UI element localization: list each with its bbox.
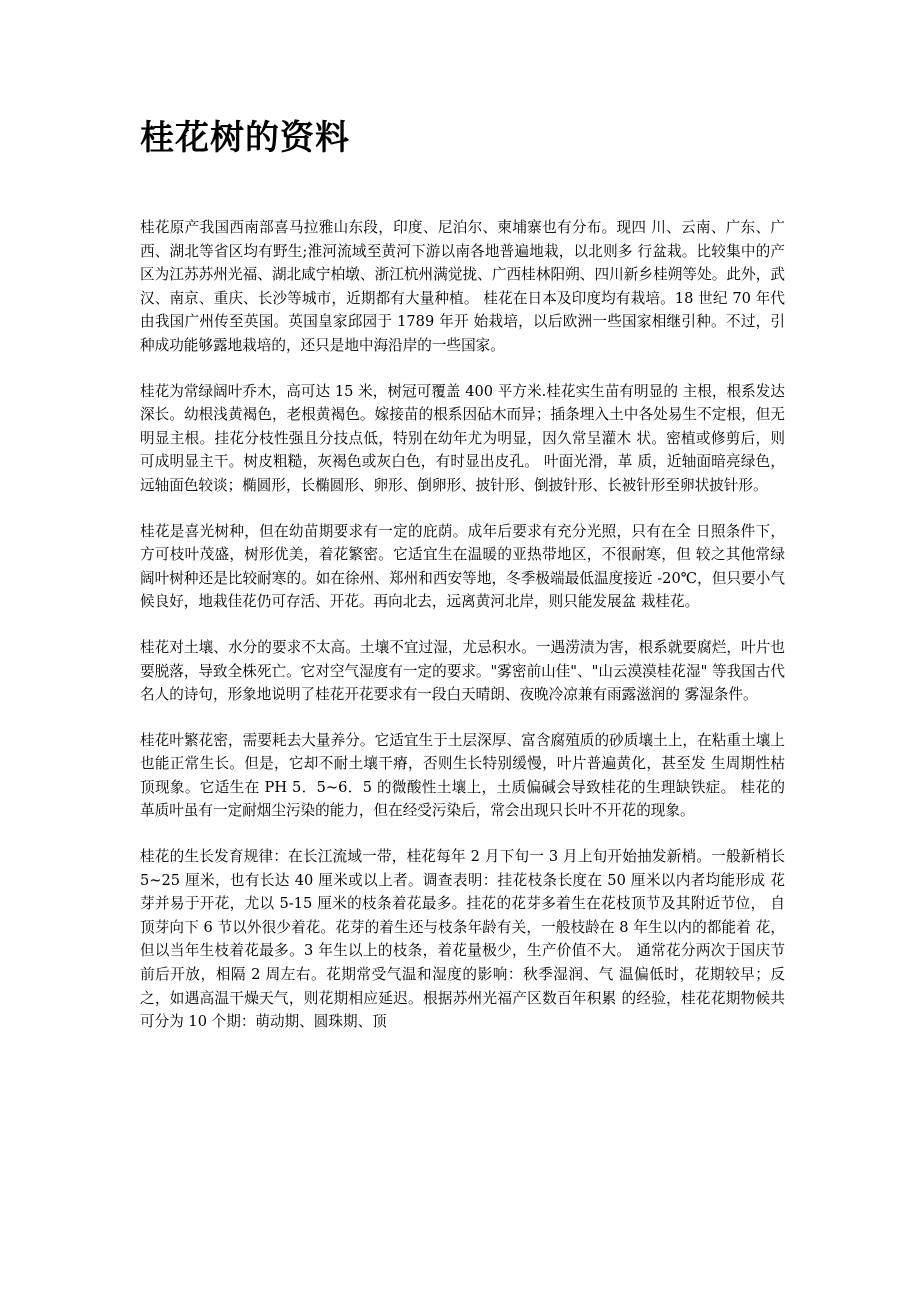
paragraph-growth-pattern: 桂花的生长发育规律：在长江流域一带，桂花每年 2 月下旬一 3 月上旬开始抽发新梢。一般新梢长 5~25 厘米，也有长达 40 厘米或以上者。调查表明：挂花枝条长度在 50 厘米以内者均能形成 花芽并易于开花，尤以 5-15 厘米的枝条着花最多。挂花的花芽多着生在花枝顶节及其附近节位， 自顶芽向下 6 节以外很少着花。花芽的着生还与枝条年龄有关，一般枝龄在 8 年生以内的都能着 花，但以当年生枝着花最多。3 年生以上的枝条，着花量极少，生产价值不大。 通常花分两次于国庆节前后开放，相隔 2 周左右。花期常受气温和湿度的影响：秋季湿润、气 温偏低时，花期较早；反之，如遇高温干燥天气，则花期相应延迟。根据苏州光福产区数百年积累 的经验，桂花花期物候共可分为 10 个期：萌动期、圆珠期、顶 (140, 848, 785, 1031)
paragraph-soil-water: 桂花对土壤、水分的要求不太高。土壤不宜过湿，尤忌积水。一遇涝渍为害，根系就要腐烂，叶片也要脱落，导致全株死亡。它对空气湿度有一定的要求。"雾密前山佳"、"山云漠漠桂花湿" 等我国古代名人的诗句，形象地说明了桂花开花要求有一段白天晴朗、夜晚冷凉兼有雨露滋润的 雾湿条件。 (140, 638, 785, 704)
paragraph-nutrients: 桂花叶繁花密，需要耗去大量养分。它适宜生于土层深厚、富含腐殖质的砂质壤土上，在粘重土壤上也能正常生长。但是，它却不耐土壤干瘠，否则生长特别缓慢，叶片普遍黄化，甚至发 生周期性枯顶现象。它适生在 PH 5．5~6．5 的微酸性土壤上，土质偏碱会导致桂花的生理缺铁症。 桂花的革质叶虽有一定耐烟尘污染的能力，但在经受污染后，常会出现只长叶不开花的现象。 (140, 731, 785, 820)
page-title: 桂花树的资料 (140, 118, 350, 158)
paragraph-light-temperature: 桂花是喜光树种，但在幼苗期要求有一定的庇荫。成年后要求有充分光照，只有在全 日照条件下，方可枝叶茂盛，树形优美，着花繁密。它适宜生在温暖的亚热带地区，不很耐寒，但 较之其他常绿阔叶树种还是比较耐寒的。如在徐州、郑州和西安等地，冬季极端最低温度接近 -20℃，但只要小气候良好，地栽佳花仍可存活、开花。再向北去，远离黄河北岸，则只能发展盆 栽桂花。 (140, 522, 785, 611)
paragraph-morphology: 桂花为常绿阔叶乔木，高可达 15 米，树冠可覆盖 400 平方米.桂花实生苗有明显的 主根，根系发达深长。幼根浅黄褐色，老根黄褐色。嫁接苗的根系因砧木而异；插条埋入土中各处易生不定根，但无明显主根。挂花分枝性强且分技点低，特别在幼年尤为明显，因久常呈灌木 状。密植或修剪后，则可成明显主干。树皮粗糙，灰褐色或灰白色，有时显出皮孔。 叶面光滑，革 质，近轴面暗亮绿色，远轴面色较谈；椭圆形，长椭圆形、卵形、倒卵形、披针形、倒披针形、长被针形至卵状披针形。 (140, 382, 785, 494)
paragraph-origin: 桂花原产我国西南部喜马拉雅山东段，印度、尼泊尔、柬埔寨也有分布。现四 川、云南、广东、广西、湖北等省区均有野生;淮河流域至黄河下游以南各地普遍地栽，以北则多 行盆栽。比较集中的产区为江苏苏州光福、湖北咸宁柏墩、浙江杭州满觉拢、广西桂林阳朔、四川新乡桂朔等处。此外，武汉、南京、重庆、长沙等城市，近期都有大量种植。 桂花在日本及印度均有栽培。18 世纪 70 年代由我国广州传至英国。英国皇家邱园于 1789 年开 始栽培，以后欧洲一些国家相继引种。不过，引种成功能够露地栽培的，还只是地中海沿岸的一些国家。 (140, 219, 785, 354)
